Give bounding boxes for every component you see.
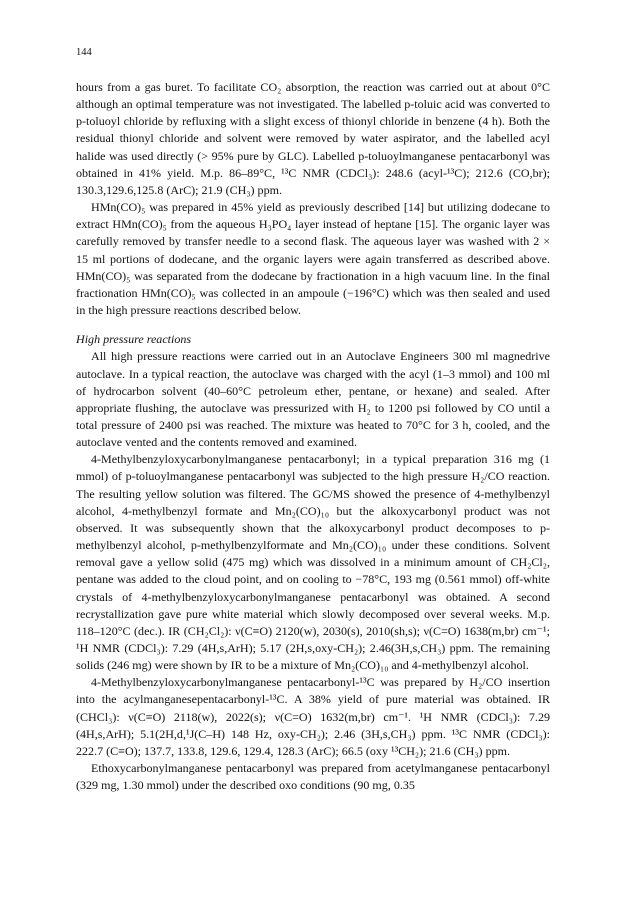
paragraph-methylbenzyloxycarbonyl-13c: 4-Methylbenzyloxycarbonylmanganese pentacarbonyl-¹³C was prepared by H₂/CO insertion into the acylmanganesepentacarbonyl-¹³C. A 38% yield of pure material was obtained. IR (CHCl₃): ν(C≡O) 2118(w), 2022(s); ν(C=O) 1632(m,br) cm⁻¹. ¹H NMR (CDCl₃): 7.29 (4H,s,ArH); 5.1(2H,d,¹J(C–H) 148 Hz, oxy-CH₂); 2.46 (3H,s,CH₃) ppm. ¹³C NMR (CDCl₃): 222.7 (C≡O); 137.7, 133.8, 129.6, 129.4, 128.3 (ArC); 66.5 (oxy ¹³CH₂); 21.6 (CH₃) ppm.: [76, 675, 550, 758]
paragraph-methylbenzyloxycarbonyl: 4-Methylbenzyloxycarbonylmanganese pentacarbonyl; in a typical preparation 316 mg (1 mmol) of p-toluoylmanganese pentacarbonyl was subjected to the high pressure H₂/CO reaction. The resulting yellow solution was filtered. The GC/MS showed the presence of 4-methylbenzyl alcohol, 4-methylbenzyl formate and Mn₂(CO)₁₀ but the alkoxycarbonyl product was not observed. It was subsequently shown that the alkoxycarbonyl product decomposes to p-methylbenzyl alcohol, p-methylbenzylformate and Mn₂(CO)₁₀ under these conditions. Solvent removal gave a yellow solid (475 mg) which was dissolved in a minimum amount of CH₂Cl₂, pentane was added to the cloud point, and on cooling to −78°C, 193 mg (0.561 mmol) off-white crystals of 4-methylbenzyloxycarbonylmanganese pentacarbonyl was obtained. A second recrystallization gave pure white material which slowly decomposed over several weeks. M.p. 118–120°C (dec.). IR (CH₂Cl₂): ν(C≡O) 2120(w), 2030(s), 2010(sh,s); ν(C=O) 1638(m,br) cm⁻¹; ¹H NMR (CDCl₃): 7.29 (4H,s,ArH); 5.17 (2H,s,oxy-CH₂); 2.46(3H,s,CH₃) ppm. The remaining solids (246 mg) were shown by IR to be a mixture of Mn₂(CO)₁₀ and 4-methylbenzyl alcohol.: [76, 452, 550, 673]
paragraph-high-pressure-general: All high pressure reactions were carried out in an Autoclave Engineers 300 ml magnedrive autoclave. In a typical reaction, the autoclave was charged with the acyl (1–3 mmol) and 100 ml of hydrocarbon solvent (40–60°C petroleum ether, pentane, or hexane) and sealed. After appropriate flushing, the autoclave was pressurized with H₂ to 1200 psi followed by CO until a total pressure of 2400 psi was reached. The mixture was heated to 70°C for 3 h, cooled, and the autoclave vented and the contents removed and examined.: [76, 349, 550, 450]
article-body: [76, 79, 550, 794]
paragraph-labelled-acid: hours from a gas buret. To facilitate CO₂ absorption, the reaction was carried out at about 0°C although an optimal temperature was not investigated. The labelled p-toluic acid was converted to p-toluoyl chloride by refluxing with a slight excess of thionyl chloride in benzene (4 h). Both the residual thionyl chloride and solvent were removed by water aspirator, and the labelled acyl halide was used directly (> 95% pure by GLC). Labelled p-toluoylmanganese pentacarbonyl was obtained in 41% yield. M.p. 86–89°C, ¹³C NMR (CDCl₃): 248.6 (acyl-¹³C); 212.6 (CO,br); 130.3,129.6,125.8 (ArC); 21.9 (CH₃) ppm.: [76, 80, 550, 197]
paragraph-hmn-co5-preparation: HMn(CO)₅ was prepared in 45% yield as previously described [14] but utilizing dodecane to extract HMn(CO)₅ from the aqueous H₃PO₄ layer instead of heptane [15]. The organic layer was carefully removed by transfer needle to a second flask. The aqueous layer was washed with 2 × 15 ml portions of dodecane, and the organic layers were again transferred as described above. HMn(CO)₅ was separated from the dodecane by fractionation in a high vacuum line. In the final fractionation HMn(CO)₅ was collected in an ampoule (−196°C) which was then sealed and used in the high pressure reactions described below.: [76, 200, 550, 318]
section-heading: High pressure reactions: [76, 332, 192, 347]
page-number: 144: [76, 47, 92, 58]
paragraph-ethoxycarbonyl: Ethoxycarbonylmanganese pentacarbonyl was prepared from acetylmanganese pentacarbonyl (329 mg, 1.30 mmol) under the described oxo conditions (90 mg, 0.35: [76, 761, 550, 793]
